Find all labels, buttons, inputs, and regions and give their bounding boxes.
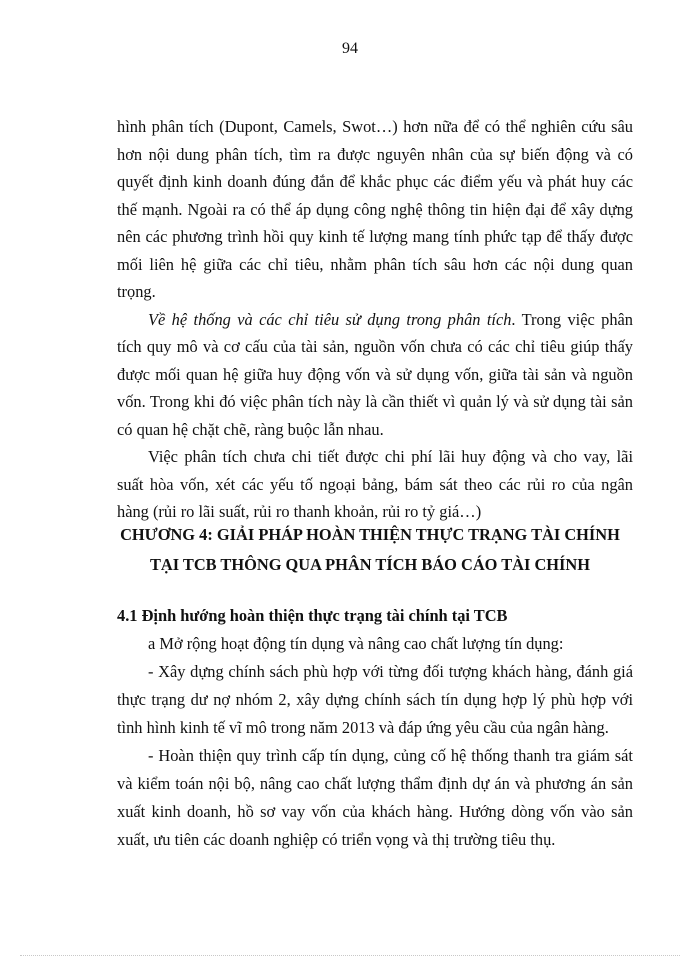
text-line: suất hòa vốn, xét các yếu tố ngoại bảng, bám sát theo các rủi ro của ngân [117, 474, 633, 494]
paragraph-interest-analysis [117, 443, 633, 526]
text-line: - Xây dựng chính sách phù hợp với từng đối tượng khách hàng, đánh giá [148, 662, 633, 681]
text-line: tích quy mô và cơ cấu của tài sản, nguồn vốn chưa có các chỉ tiêu giúp thấy [117, 337, 633, 356]
item-a: a Mở rộng hoạt động tín dụng và nâng cao chất lượng tín dụng: [148, 634, 564, 653]
chapter-heading [100, 520, 640, 580]
text-line: tình hình kinh tế vĩ mô trong năm 2013 và đáp ứng yêu cầu của ngân hàng. [117, 718, 609, 737]
section-4-1 [117, 602, 633, 854]
chapter-heading-line: CHƯƠNG 4: GIẢI PHÁP HOÀN THIỆN THỰC TRẠNG TÀI CHÍNH [120, 525, 620, 544]
chapter-heading-line: TẠI TCB THÔNG QUA PHÂN TÍCH BÁO CÁO TÀI CHÍNH [149, 555, 591, 574]
text-line: và kiểm toán nội bộ, nâng cao chất lượng thẩm định dự án và phương án sản [117, 774, 633, 793]
page-number: 94 [342, 40, 358, 57]
page-bottom-divider [20, 955, 680, 956]
text-line: hình phân tích (Dupont, Camels, Swot…) hơn nữa để có thể nghiên cứu sâu [117, 117, 633, 136]
bullet-credit-policy [117, 658, 633, 742]
text-line: xuất, ưu tiên các doanh nghiệp có triển vọng và thị trường tiêu thụ. [117, 830, 556, 849]
text-line: thế mạnh. Ngoài ra có thể áp dụng công nghệ thông tin hiện đại để xây dựng [117, 199, 633, 219]
text-span: . Trong việc phân [511, 309, 633, 329]
bullet-credit-process [117, 742, 633, 854]
paragraph-indicator-system [117, 306, 633, 444]
text-line: thực trạng dư nợ nhóm 2, xây dựng chính sách tín dụng hợp lý phù hợp với [117, 690, 633, 709]
text-line: nên các phương trình hồi quy kinh tế lượng mang tính phức tạp để thấy được [117, 227, 633, 246]
text-line: Việc phân tích chưa chi tiết được chi phí lãi huy động và cho vay, lãi [148, 447, 633, 466]
text-line: hơn nội dung phân tích, tìm ra được nguyên nhân của sự biến động và có [117, 144, 633, 164]
text-line-first [117, 306, 633, 334]
text-line: xuất kinh doanh, hồ sơ vay vốn của khách hàng. Hướng dòng vốn vào sản [117, 802, 633, 821]
text-line: quyết định kinh doanh đúng đắn để khắc phục các điểm yếu và phát huy các [117, 172, 633, 191]
paragraph-analysis-models [117, 113, 633, 306]
text-line: vốn. Trong khi đó việc phân tích này là cần thiết vì quản lý và sử dụng tài sản [117, 392, 633, 411]
text-line: - Hoàn thiện quy trình cấp tín dụng, củng cố hệ thống thanh tra giám sát [148, 746, 633, 765]
text-line: hàng (rủi ro lãi suất, rủi ro thanh khoản, rủi ro tỷ giá…) [117, 502, 482, 521]
italic-lead: Về hệ thống và các chỉ tiêu sử dụng trong phân tích [148, 309, 512, 329]
text-line: mối liên hệ giữa các chỉ tiêu, nhằm phân tích sâu hơn các nội dung quan [117, 254, 633, 274]
body-text [117, 113, 633, 526]
text-line: được mối quan hệ giữa huy động vốn và sử dụng vốn, giữa tài sản và nguồn [117, 364, 633, 384]
text-line: trọng. [117, 282, 156, 301]
text-line: có quan hệ chặt chẽ, ràng buộc lẫn nhau. [117, 419, 384, 439]
section-title: 4.1 Định hướng hoàn thiện thực trạng tài chính tại TCB [117, 606, 508, 625]
